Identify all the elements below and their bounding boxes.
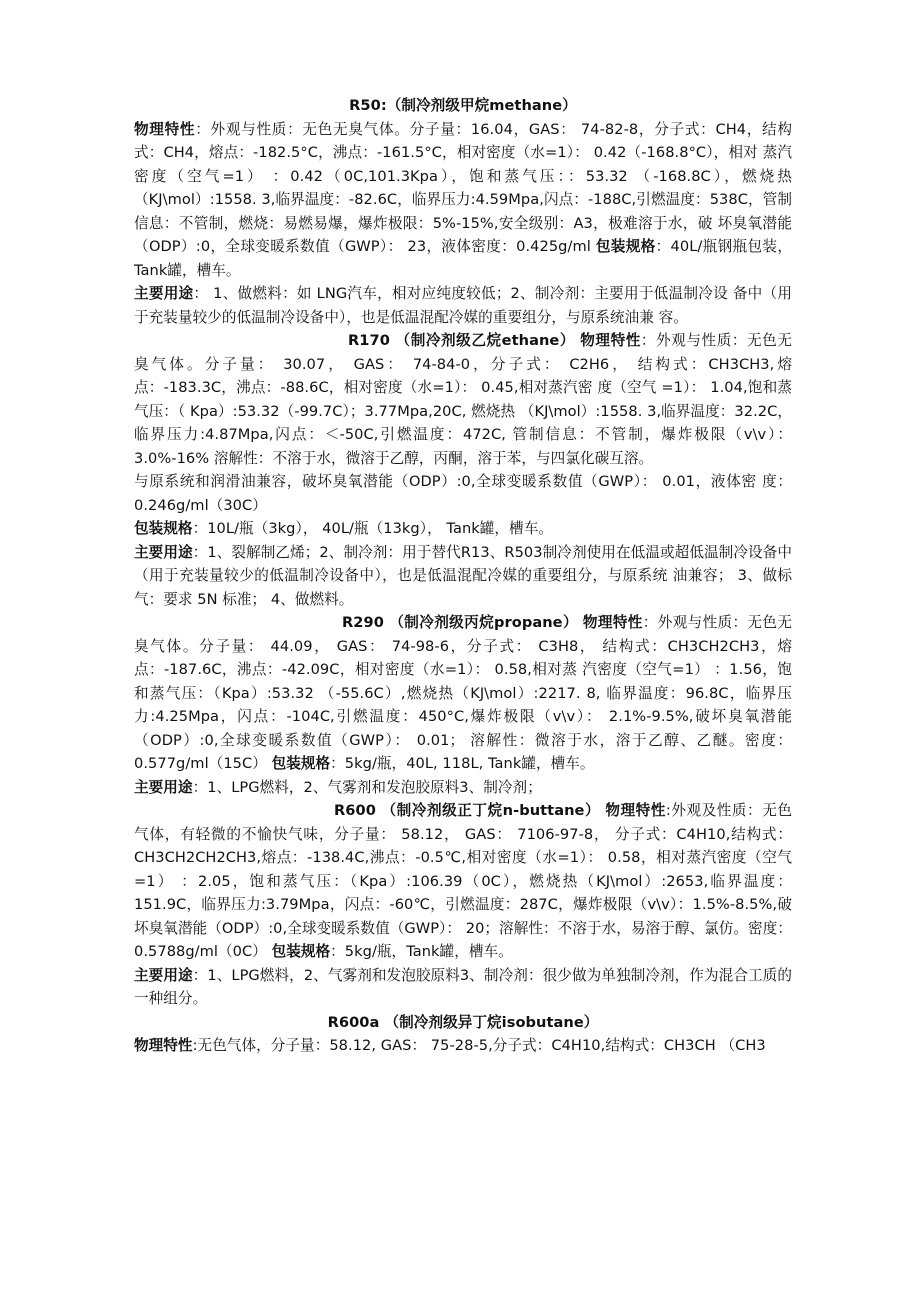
r290-pack-text: ：5kg/瓶，40L, 118L, Tank罐，槽车。 [330,755,595,772]
r170-properties [134,329,792,470]
r170-packaging [134,517,792,541]
r50-use-text: ： 1、做燃料：如 LNG汽车，相对应纯度较低；2、制冷剂：主要用于低温制冷设 备中（用于充装量较少的低温制冷设备中），也是低温混配冷媒的重要组分，与原系统油兼 容。 [134,285,793,326]
r170-title: R170 （制冷剂级乙烷ethane） [348,332,576,349]
r290-use-text: ：1、LPG燃料，2、气雾剂和发泡胶原料3、制冷剂； [192,778,542,796]
r170-pack-text: ：10L/瓶（3kg）， 40L/瓶（13kg）， Tank罐，槽车。 [192,520,553,537]
r50-pack-label: 包装规格 [595,238,656,255]
r290-properties [134,611,792,776]
r290-use-label: 主要用途 [134,778,193,796]
r290-pack-label: 包装规格 [271,755,331,772]
r600-props-text: :外观及性质：无色气体，有轻微的不愉快气味，分子量： 58.12， GAS： 7106-97-8， 分子式：C4H10,结构式：CH3CH2CH2CH3,熔点：-138.4C,沸点：-0.5℃,相对密度（水=1）： 0.58，相对蒸汽密度（空气=1） ：2.05，饱和蒸气压：（Kpa）:106.39（0C），燃烧热（KJ\mol）:2653,临界温度：151.9C，临界压力:3.79Mpa，闪点：-60℃，引燃温度：287C，爆炸极限（v\v）：1.5%-8.5%,破坏臭氧潜能（ODP）:0,全球变暖系数值（GWP）： 20；溶解性：不溶于水，易溶于醇、氯仿。密度： 0.5788g/ml（0C） [134,802,792,960]
r290-props-label: 物理特性 [582,614,643,631]
r170-compatibility: 与原系统和润滑油兼容，破坏臭氧潜能（ODP）:0,全球变暖系数值（GWP）： 0.01，液体密 度： 0.246g/ml（30C） [134,473,792,514]
r170-use-text: ：1、裂解制乙烯；2、制冷剂：用于替代R13、R503制冷剂使用在低温或超低温制冷设备中（用于充装量较少的低温制冷设备中），也是低温混配冷媒的重要组分，与原系统 油兼容； 3、做标气：要求 5N 标准； 4、做燃料。 [134,543,793,608]
r600-use-label: 主要用途 [134,966,193,984]
r600-uses [134,964,792,1011]
r50-properties [134,118,792,283]
r170-uses [134,541,792,612]
r600-pack-text: ：5kg/瓶，Tank罐，槽车。 [330,943,513,960]
r600-use-text: ：1、LPG燃料，2、气雾剂和发泡胶原料3、制冷剂：很少做为单独制冷剂，作为混合工质的一种组分。 [134,966,792,1007]
r50-props-label: 物理特性 [134,120,196,138]
r600a-props-text: :无色气体，分子量：58.12, GAS： 75-28-5,分子式：C4H10,结构式：CH3CH （CH3 [192,1037,766,1054]
r50-pack-text: ：40L/瓶钢瓶包装，Tank罐，槽车。 [134,238,793,279]
r290-props-text: ：外观与性质：无色无臭气体。分子量： 44.09， GAS： 74-98-6，分子式： C3H8， 结构式：CH3CH2CH3，熔点：-187.6C，沸点：-42.09C，相对密度（水=1）： 0.58,相对蒸 汽密度（空气=1） ：1.56，饱和蒸气压：（Kpa）:53.32 （-55.6C）,燃烧热（KJ\mol）:2217. 8, 临界温度：96.8C，临界压力:4.25Mpa，闪点：-104C,引燃温度：450°C,爆炸极限（v\v）： 2.1%-9.5%,破坏臭氧潜能（ODP）:0,全球变暖系数值（GWP）： 0.01； 溶解性：微溶于水，溶于乙醇、乙醚。密度： 0.577g/ml（15C） [134,614,792,772]
r170-props-label: 物理特性 [580,332,641,349]
r600-pack-label: 包装规格 [271,943,331,960]
r170-use-label: 主要用途 [134,543,193,561]
r600-properties [134,799,792,964]
r600a-props-label: 物理特性 [134,1037,193,1054]
r600a-title: R600a （制冷剂级异丁烷isobutane） [327,1013,599,1031]
r290-uses [134,776,792,800]
r50-props-text: ：外观与性质：无色无臭气体。分子量：16.04，GAS： 74-82-8，分子式：CH4，结构式：CH4，熔点：-182.5°C，沸点：-161.5°C，相对密度（水=1）： 0.42（-168.8°C），相对 蒸汽密度（空气=1） ：0.42（0C,101.3Kpa），饱和蒸气压：：53.32 （-168.8C），燃烧热 （KJ\mol）:1558. 3,临界温度：-82.6C，临界压力:4.59Mpa,闪点：-188C,引燃温度：538C，管制信息：不管制，燃烧：易燃易爆，爆炸极限：5%-15%,安全级别：A3，极难溶于水，破 坏臭氧潜能（ODP）:0，全球变暖系数值（GWP）： 23，液体密度：0.425g/ml [134,120,792,255]
r170-pack-label: 包装规格 [134,520,193,537]
r600-title: R600 （制冷剂级正丁烷n-buttane） [334,802,601,819]
r600-props-label: 物理特性 [605,802,666,819]
r50-uses [134,282,792,329]
r50-title: R50:（制冷剂级甲烷methane） [349,97,577,114]
r170-props-text: ：外观与性质：无色无臭气体。分子量： 30.07， GAS： 74-84-0，分子式： C2H6， 结构式：CH3CH3,熔点：-183.3C，沸点：-88.6C，相对密度（水=1）： 0.45,相对蒸汽密 度（空气 =1）： 1.04,饱和蒸气压：（ Kpa）:53.32（-99.7C）；3.77Mpa,20C, 燃烧热 （KJ\mol）:1558. 3,临界温度：32.2C，临界压力:4.87Mpa,闪点：＜-50C,引燃温度：472C, 管制信息：不管制，爆炸极限（v\v）：3.0%-16% 溶解性：不溶于水，微溶于乙醇，丙酮，溶于苯，与四氯化碳互溶。 [134,332,792,467]
document-page [134,94,792,1058]
r600a-properties [134,1034,792,1058]
r50-use-label: 主要用途 [134,285,194,302]
r290-title: R290 （制冷剂级丙烷propane） [342,614,578,631]
